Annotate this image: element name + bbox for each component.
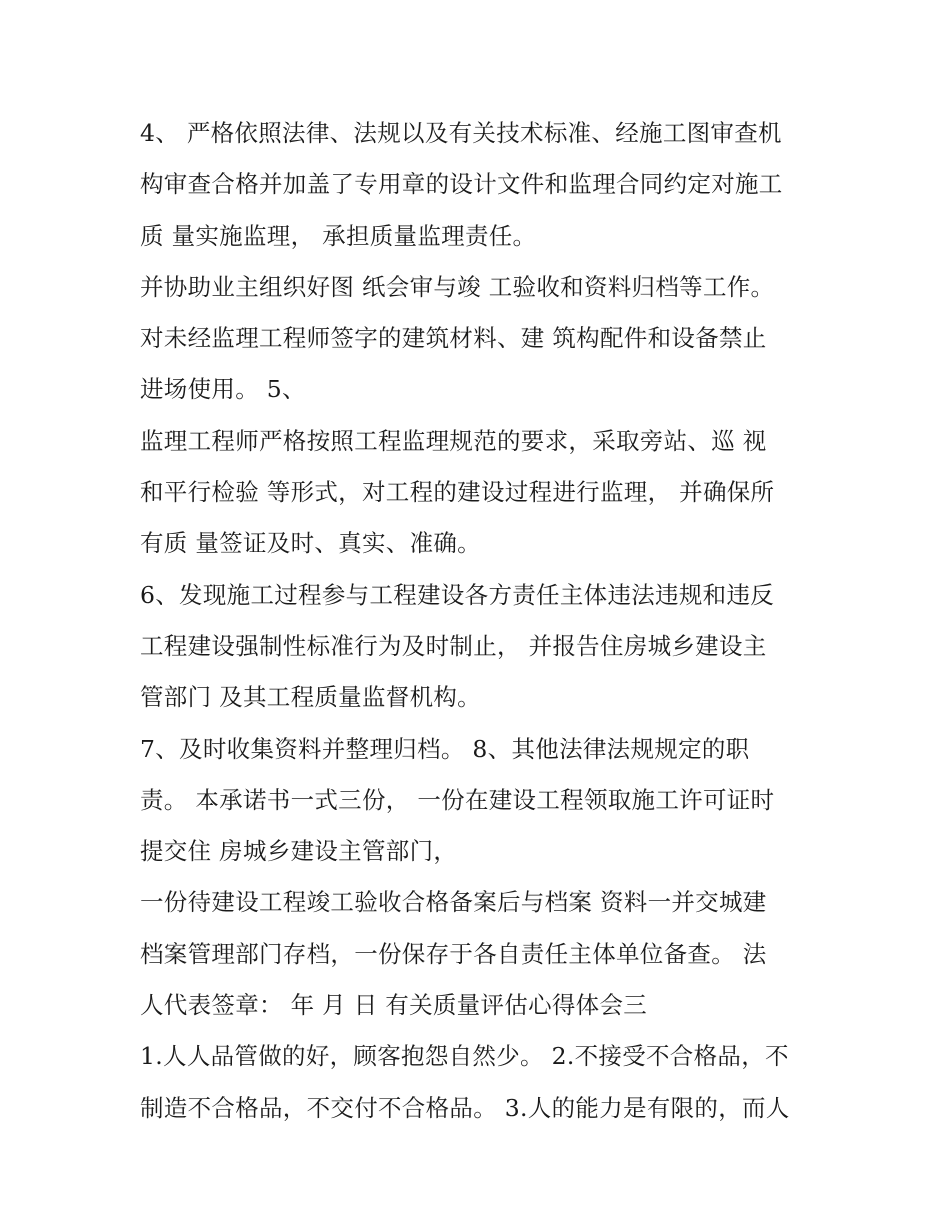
text-line: 有质 量签证及时、真实、准确。 bbox=[140, 529, 481, 558]
text-line: 1.人人品管做的好，顾客抱怨自然少。 2.不接受不合格品，不 bbox=[140, 1042, 789, 1071]
text-line: 管部门 及其工程质量监督机构。 bbox=[140, 683, 481, 712]
text-line: 一份待建设工程竣工验收合格备案后与档案 资料一并交城建 bbox=[140, 888, 767, 917]
text-line: 档案管理部门存档，一份保存于各自责任主体单位备查。 法 bbox=[140, 939, 767, 968]
text-line: 质 量实施监理， 承担质量监理责任。 bbox=[140, 221, 537, 250]
text-line: 人代表签章： 年 月 日 有关质量评估心得体会三 bbox=[140, 991, 648, 1020]
text-line: 责。 本承诺书一式三份， 一份在建设工程领取施工许可证时 bbox=[140, 785, 775, 814]
text-line: 构审查合格并加盖了专用章的设计文件和监理合同约定对施工 bbox=[140, 170, 783, 199]
text-line: 6、发现施工过程参与工程建设各方责任主体违法违规和违反 bbox=[140, 580, 775, 609]
text-line: 对未经监理工程师签字的建筑材料、建 筑构配件和设备禁止 bbox=[140, 324, 767, 353]
text-line: 和平行检验 等形式，对工程的建设过程进行监理， 并确保所 bbox=[140, 478, 775, 507]
text-line: 制造不合格品，不交付不合格品。 3.人的能力是有限的，而人 bbox=[140, 1093, 790, 1122]
text-line: 提交住 房城乡建设主管部门， bbox=[140, 837, 458, 866]
text-line: 7、及时收集资料并整理归档。 8、其他法律法规规定的职 bbox=[140, 734, 750, 763]
text-line: 进场使用。 5、 bbox=[140, 375, 306, 404]
text-line: 4、 严格依照法律、法规以及有关技术标准、经施工图审查机 bbox=[140, 119, 782, 147]
text-line: 并协助业主组织好图 纸会审与竣 工验收和资料归档等工作。 bbox=[140, 272, 775, 301]
text-line: 工程建设强制性标准行为及时制止， 并报告住房城乡建设主 bbox=[140, 631, 767, 660]
body-text bbox=[140, 108, 830, 1134]
text-line: 监理工程师严格按照工程监理规范的要求，采取旁站、巡 视 bbox=[140, 426, 767, 455]
